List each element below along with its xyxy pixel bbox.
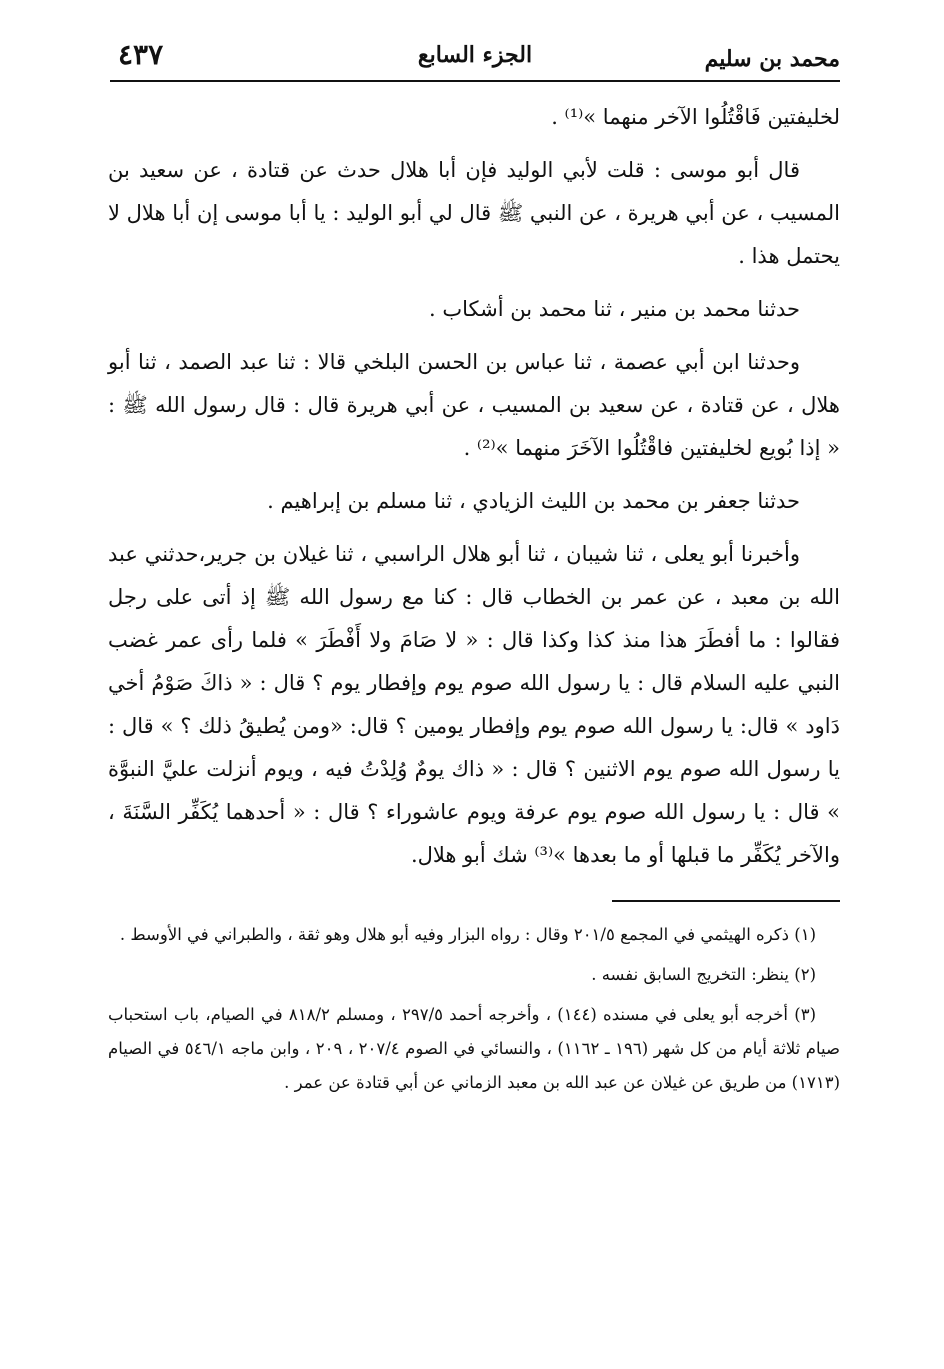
main-text [108,96,840,887]
page-number: ٤٣٧ [118,38,164,71]
paragraph: وأخبرنا أبو يعلى ، ثنا شيبان ، ثنا أبو هلال الراسبي ، ثنا غيلان بن جرير،حدثني عبد الله بن معبد ، عن عمر بن الخطاب قال : كنا مع رسول الله ﷺ إذ أتى على رجل فقالوا : ما أفطَرَ هذا منذ كذا وكذا قال : « لا صَامَ ولا أَفْطَرَ » فلما رأى عمر غضب النبي عليه السلام قال : يا رسول الله صوم يوم وإفطار يوم ؟ قال : « ذاكَ صَوْمُ أخي دَاود » قال: يا رسول الله صوم يوم وإفطار يومين ؟ قال: «ومن يُطيقُ ذلك ؟ » قال : يا رسول الله صوم يوم الاثنين ؟ قال : « ذاك يومٌ وُلِدْتُ فيه ، ويوم أنزلت عليَّ النبوَّة » قال : يا رسول الله صوم يوم عرفة ويوم عاشوراء ؟ قال : « أحدهما يُكَفِّر السَّنَةَ ، والآخر يُكَفِّر ما قبلها أو ما بعدها »⁽³⁾ شك أبو هلال. [108,542,840,867]
footnote: (١) ذكره الهيثمي في المجمع ٢٠١/٥ وقال : رواه البزار وفيه أبو هلال وهو ثقة ، والطبراني في الأوسط . [119,925,816,944]
header-rule [110,80,840,82]
footnote: (٣) أخرجه أبو يعلى في مسنده (١٤٤) ، وأخرجه أحمد ٢٩٧/٥ ، ومسلم ٨١٨/٢ في الصيام، باب استحباب صيام ثلاثة أيام من كل شهر (١٩٦ ـ ١١٦٢) ، والنسائي في الصوم ٢٠٧/٤ ، ٢٠٩ ، وابن ماجه ٥٤٦/١ في الصيام (١٧١٣) من طريق عن غيلان عن عبد الله بن معبد الزماني عن أبي قتادة عن عمر . [108,1005,840,1092]
paragraph: لخليفتين فَاقْتُلُوا الآخر منهما »⁽¹⁾ . [551,105,840,129]
footnotes [108,918,840,1106]
paragraph: حدثنا محمد بن منير ، ثنا محمد بن أشكاب . [429,297,800,321]
paragraph: حدثنا جعفر بن محمد بن الليث الزيادي ، ثنا مسلم بن إبراهيم . [267,489,800,513]
running-head: محمد بن سليم [704,46,840,72]
section-title: الجزء السابع [417,42,533,68]
footnote-divider [612,900,840,902]
page-header [110,38,840,78]
footnote: (٢) ينظر: التخريج السابق نفسه . [591,965,816,984]
paragraph: وحدثنا ابن أبي عصمة ، ثنا عباس بن الحسن البلخي قالا : ثنا عبد الصمد ، ثنا أبو هلال ، عن قتادة ، عن سعيد بن المسيب ، عن أبي هريرة قال : قال رسول الله ﷺ : « إذا بُويع لخليفتين فاقْتُلُوا الآخَرَ منهما »⁽²⁾ . [108,350,840,460]
paragraph: قال أبو موسى : قلت لأبي الوليد فإن أبا هلال حدث عن قتادة ، عن سعيد بن المسيب ، عن أبي هريرة ، عن النبي ﷺ قال لي أبو الوليد : يا أبا موسى إن أبا هلال لا يحتمل هذا . [108,158,840,268]
